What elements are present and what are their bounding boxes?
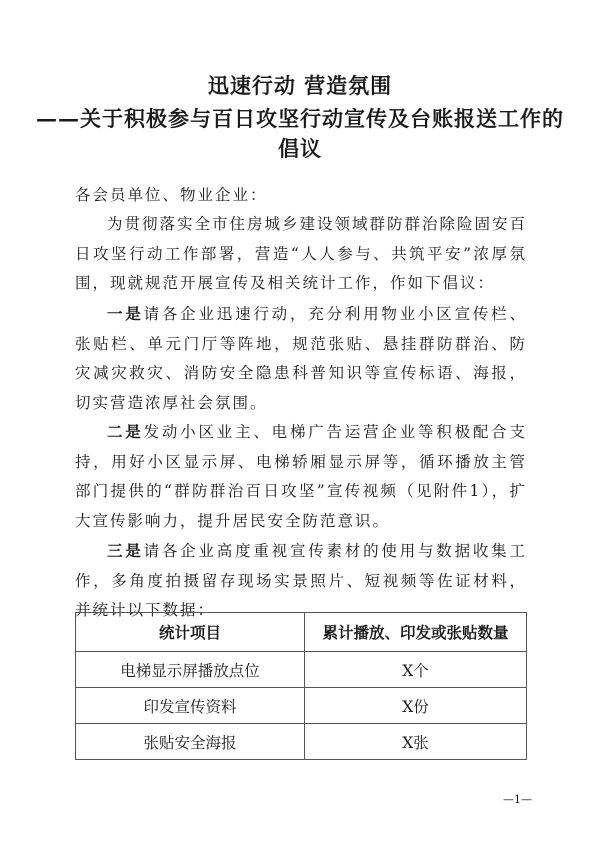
proposal-item-1-lead: 一是 — [107, 304, 144, 323]
table-header-row — [76, 613, 527, 652]
intro-paragraph: 为贯彻落实全市住房城乡建设领域群防群治除险固安百日攻坚行动工作部署，营造“人人参与、共筑平安”浓厚氛围，现就规范开展宣传及相关统计工作，作如下倡议： — [75, 215, 528, 292]
table-header-count: 累计播放、印发或张贴数量 — [305, 613, 527, 652]
proposal-item-2-lead: 二是 — [107, 422, 144, 441]
proposal-item-3-lead: 三是 — [107, 541, 144, 560]
table-cell-item: 印发宣传资料 — [76, 688, 305, 724]
document-subtitle: ——关于积极参与百日攻坚行动宣传及台账报送工作的 — [36, 106, 564, 131]
statistics-table — [75, 612, 527, 760]
salutation: 各会员单位、物业企业： — [75, 186, 268, 204]
table-row — [76, 652, 527, 688]
document-subtitle-continued: 倡议 — [278, 136, 322, 161]
proposal-item-2-text: 发动小区业主、电梯广告运营企业等积极配合支持，用好小区显示屏、电梯轿厢显示屏等，循环播放主管部门提供的“群防群治百日攻坚”宣传视频（见附件1），扩大宣传影响力，提升居民安全防范意识。 — [75, 423, 527, 530]
table-cell-item: 电梯显示屏播放点位 — [76, 652, 305, 688]
proposal-item-1 — [75, 299, 527, 418]
table-cell-count: X个 — [305, 652, 527, 688]
table-cell-item: 张贴安全海报 — [76, 724, 305, 760]
table-row — [76, 688, 527, 724]
proposal-item-2 — [75, 417, 527, 536]
proposal-item-3-text: 请各企业高度重视宣传素材的使用与数据收集工作，多角度拍摄留存现场实景照片、短视频等佐证材料，并统计以下数据： — [75, 542, 527, 619]
page-number: —1— — [503, 793, 532, 806]
document-title: 迅速行动 营造氛围 — [207, 73, 393, 98]
table-cell-count: X份 — [305, 688, 527, 724]
table-row — [76, 724, 527, 760]
proposal-item-1-text: 请各企业迅速行动，充分利用物业小区宣传栏、张贴栏、单元门厅等阵地，规范张贴、悬挂群防群治、防灾减灾救灾、消防安全隐患科普知识等宣传标语、海报，切实营造浓厚社会氛围。 — [75, 305, 527, 412]
table-header-item: 统计项目 — [76, 613, 305, 652]
table-cell-count: X张 — [305, 724, 527, 760]
